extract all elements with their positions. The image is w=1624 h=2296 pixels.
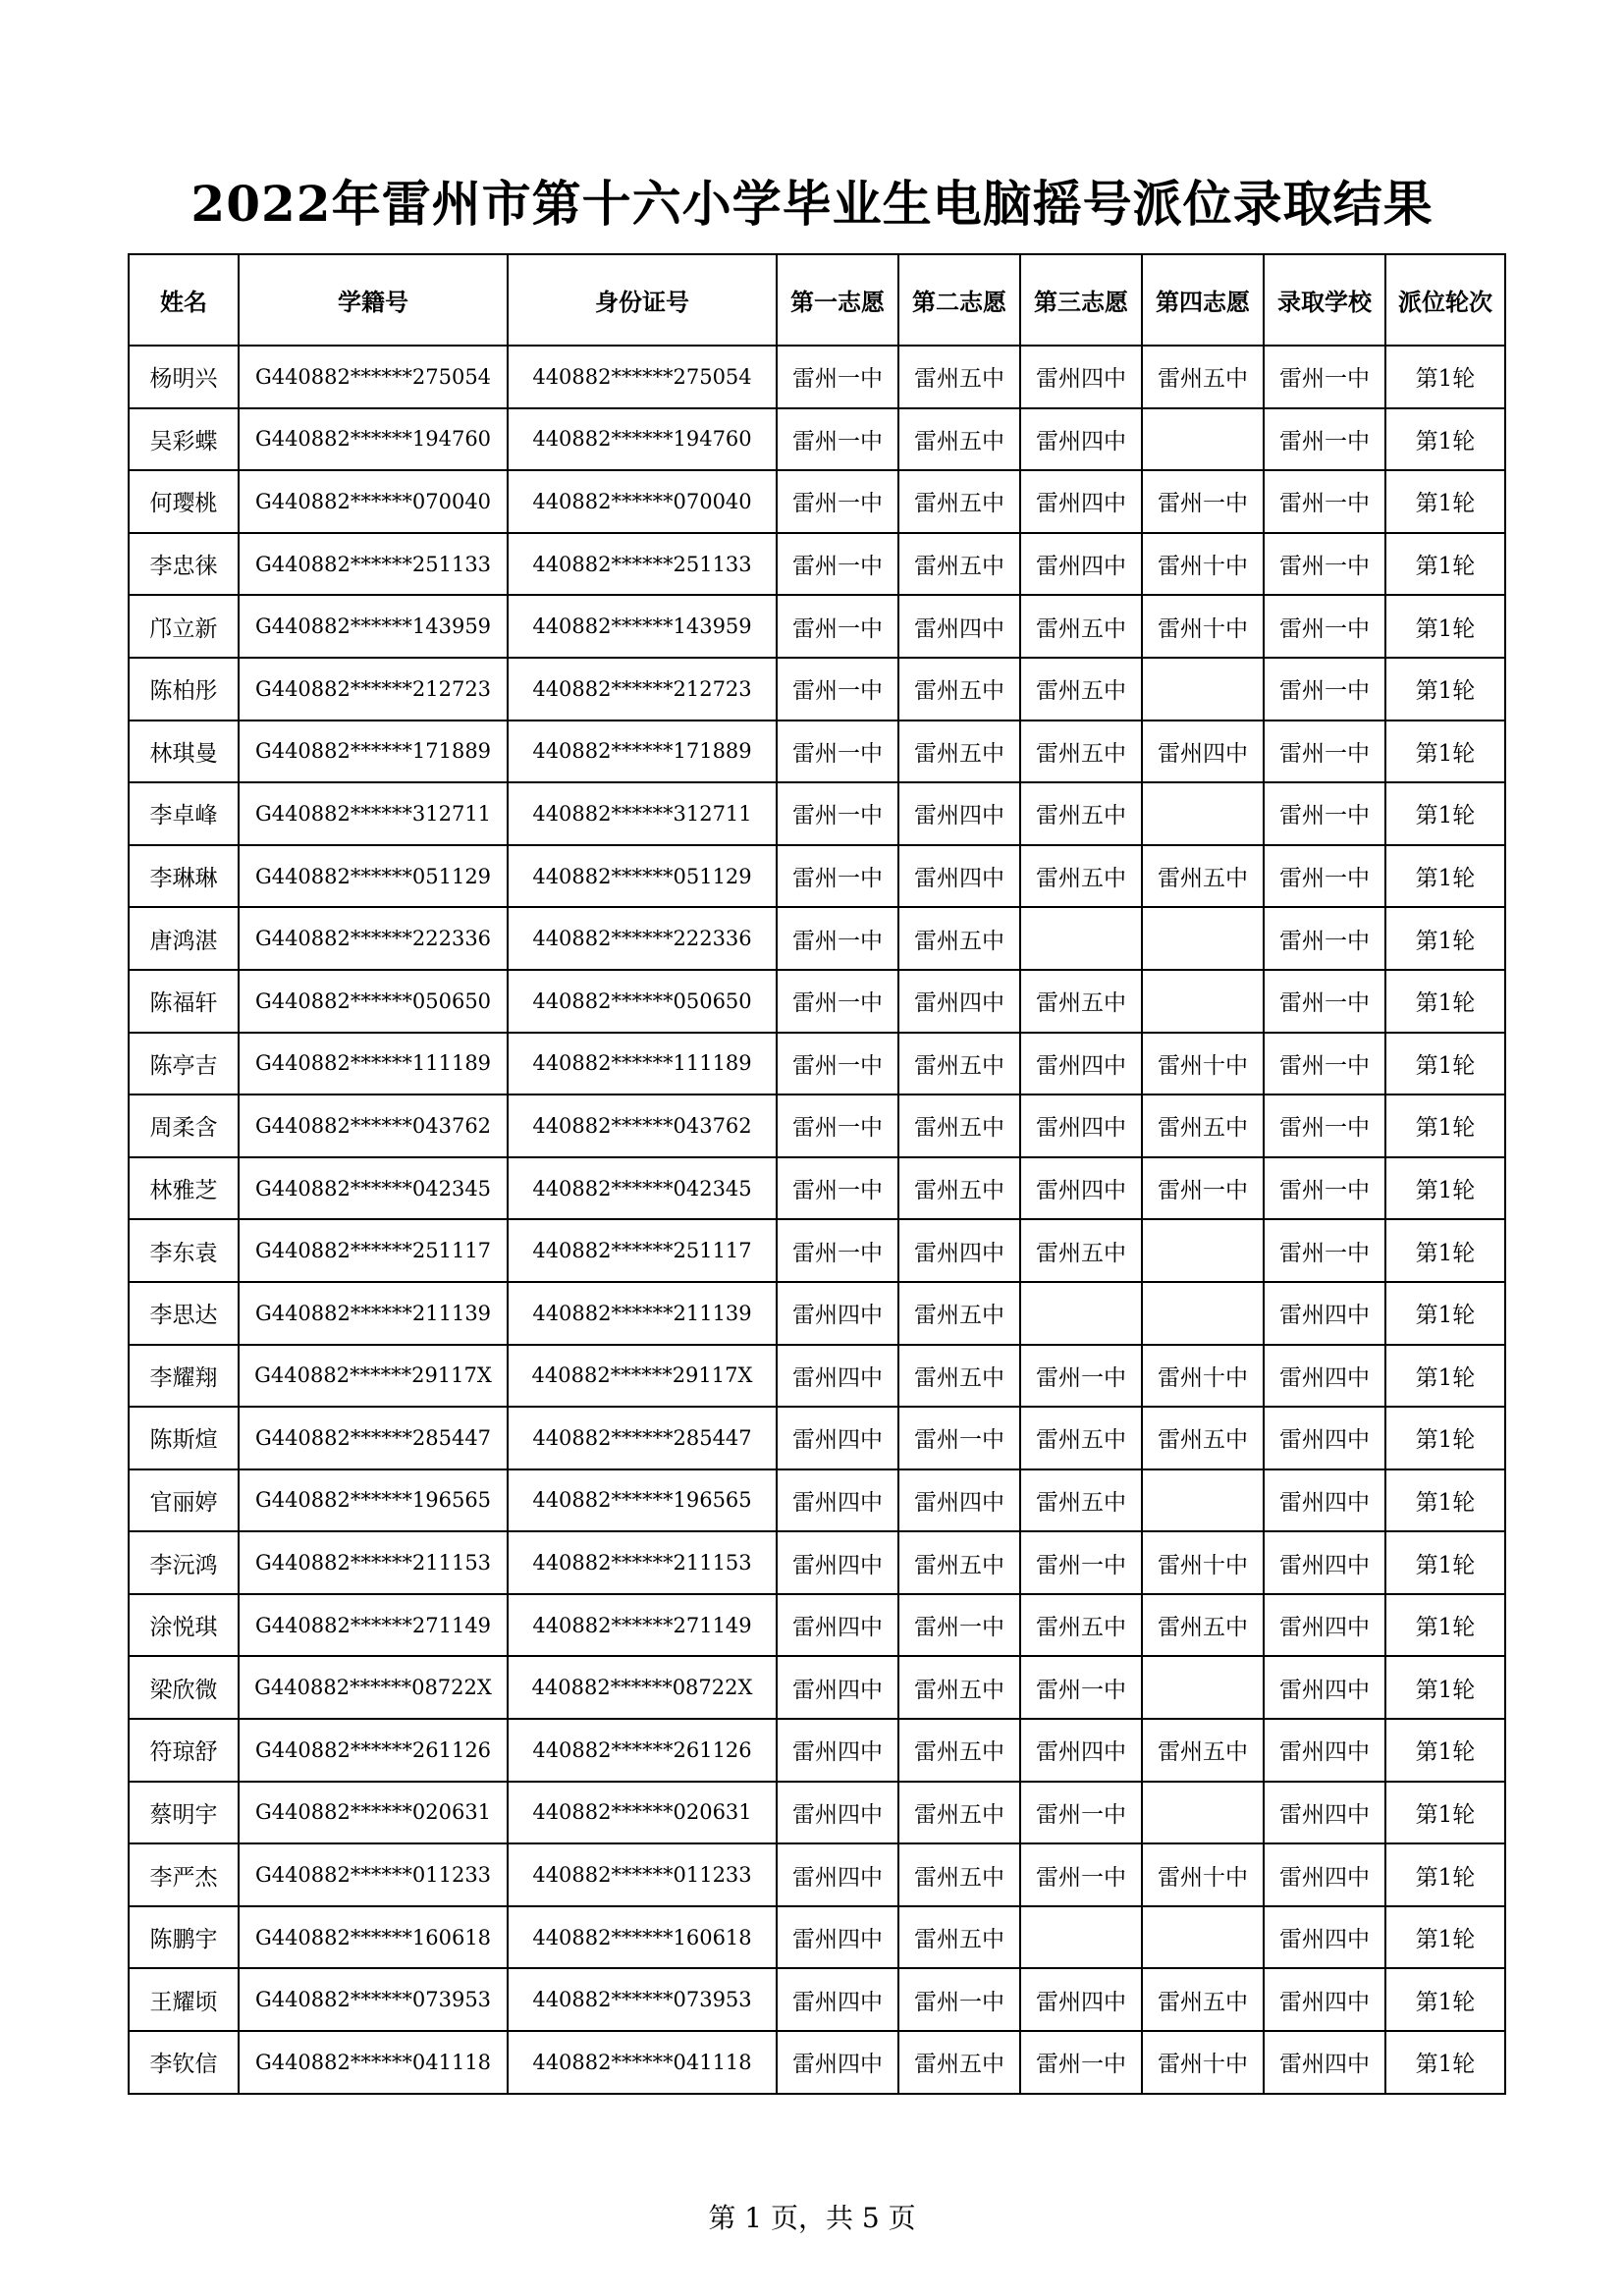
cell-admitted-school: 雷州四中 bbox=[1264, 1782, 1385, 1844]
cell-choice-1: 雷州一中 bbox=[777, 658, 898, 721]
cell-id-card: 440882******050650 bbox=[508, 970, 777, 1033]
cell-choice-2: 雷州五中 bbox=[898, 907, 1020, 970]
cell-name: 吴彩蝶 bbox=[129, 408, 239, 471]
cell-admitted-school: 雷州四中 bbox=[1264, 1656, 1385, 1719]
cell-name: 何璎桃 bbox=[129, 470, 239, 533]
cell-choice-3: 雷州五中 bbox=[1020, 970, 1142, 1033]
cell-name: 符琼舒 bbox=[129, 1719, 239, 1782]
cell-admitted-school: 雷州一中 bbox=[1264, 1033, 1385, 1095]
cell-choice-1: 雷州一中 bbox=[777, 533, 898, 596]
cell-student-id: G440882******020631 bbox=[239, 1782, 508, 1844]
cell-choice-3: 雷州四中 bbox=[1020, 1157, 1142, 1220]
cell-choice-2: 雷州四中 bbox=[898, 1219, 1020, 1282]
cell-student-id: G440882******073953 bbox=[239, 1968, 508, 2031]
cell-id-card: 440882******312711 bbox=[508, 782, 777, 845]
cell-choice-1: 雷州一中 bbox=[777, 721, 898, 783]
cell-choice-3: 雷州一中 bbox=[1020, 1531, 1142, 1594]
table-row bbox=[129, 1656, 1505, 1719]
table-row bbox=[129, 1968, 1505, 2031]
cell-choice-1: 雷州一中 bbox=[777, 845, 898, 908]
cell-choice-4 bbox=[1142, 970, 1264, 1033]
cell-choice-2: 雷州五中 bbox=[898, 346, 1020, 408]
cell-admitted-school: 雷州四中 bbox=[1264, 1407, 1385, 1469]
results-table-body bbox=[129, 346, 1505, 2094]
table-row bbox=[129, 595, 1505, 658]
cell-admitted-school: 雷州四中 bbox=[1264, 1906, 1385, 1969]
cell-choice-3: 雷州四中 bbox=[1020, 346, 1142, 408]
cell-choice-4: 雷州十中 bbox=[1142, 1345, 1264, 1408]
table-row bbox=[129, 907, 1505, 970]
cell-choice-2: 雷州一中 bbox=[898, 1407, 1020, 1469]
cell-choice-2: 雷州五中 bbox=[898, 1157, 1020, 1220]
cell-choice-1: 雷州四中 bbox=[777, 1782, 898, 1844]
cell-student-id: G440882******011233 bbox=[239, 1843, 508, 1906]
cell-choice-3: 雷州五中 bbox=[1020, 1407, 1142, 1469]
cell-admitted-school: 雷州四中 bbox=[1264, 1469, 1385, 1532]
cell-choice-3: 雷州一中 bbox=[1020, 1843, 1142, 1906]
cell-name: 李卓峰 bbox=[129, 782, 239, 845]
table-row bbox=[129, 408, 1505, 471]
cell-name: 陈福轩 bbox=[129, 970, 239, 1033]
cell-choice-4 bbox=[1142, 1219, 1264, 1282]
cell-choice-4: 雷州一中 bbox=[1142, 470, 1264, 533]
cell-choice-1: 雷州四中 bbox=[777, 1968, 898, 2031]
cell-round: 第1轮 bbox=[1385, 970, 1505, 1033]
table-row bbox=[129, 470, 1505, 533]
cell-student-id: G440882******051129 bbox=[239, 845, 508, 908]
cell-choice-3: 雷州五中 bbox=[1020, 1594, 1142, 1657]
cell-id-card: 440882******111189 bbox=[508, 1033, 777, 1095]
cell-choice-3: 雷州一中 bbox=[1020, 1782, 1142, 1844]
cell-choice-3: 雷州四中 bbox=[1020, 533, 1142, 596]
cell-student-id: G440882******111189 bbox=[239, 1033, 508, 1095]
column-header-admitted-school: 录取学校 bbox=[1264, 254, 1385, 346]
results-table bbox=[128, 253, 1506, 2095]
cell-name: 梁欣微 bbox=[129, 1656, 239, 1719]
cell-choice-4: 雷州十中 bbox=[1142, 533, 1264, 596]
column-header-choice-4: 第四志愿 bbox=[1142, 254, 1264, 346]
column-header-choice-2: 第二志愿 bbox=[898, 254, 1020, 346]
cell-round: 第1轮 bbox=[1385, 721, 1505, 783]
cell-round: 第1轮 bbox=[1385, 1095, 1505, 1157]
cell-choice-2: 雷州五中 bbox=[898, 1656, 1020, 1719]
cell-choice-4: 雷州五中 bbox=[1142, 1719, 1264, 1782]
cell-student-id: G440882******194760 bbox=[239, 408, 508, 471]
cell-choice-3: 雷州四中 bbox=[1020, 408, 1142, 471]
cell-round: 第1轮 bbox=[1385, 1594, 1505, 1657]
cell-admitted-school: 雷州一中 bbox=[1264, 1095, 1385, 1157]
table-row bbox=[129, 533, 1505, 596]
cell-name: 陈鹏宇 bbox=[129, 1906, 239, 1969]
cell-choice-4: 雷州五中 bbox=[1142, 845, 1264, 908]
cell-choice-4: 雷州十中 bbox=[1142, 2031, 1264, 2094]
cell-round: 第1轮 bbox=[1385, 408, 1505, 471]
cell-student-id: G440882******211139 bbox=[239, 1282, 508, 1345]
cell-name: 蔡明宇 bbox=[129, 1782, 239, 1844]
cell-id-card: 440882******041118 bbox=[508, 2031, 777, 2094]
cell-round: 第1轮 bbox=[1385, 782, 1505, 845]
table-row bbox=[129, 1719, 1505, 1782]
cell-round: 第1轮 bbox=[1385, 595, 1505, 658]
cell-id-card: 440882******171889 bbox=[508, 721, 777, 783]
cell-round: 第1轮 bbox=[1385, 1407, 1505, 1469]
cell-student-id: G440882******251133 bbox=[239, 533, 508, 596]
cell-student-id: G440882******143959 bbox=[239, 595, 508, 658]
cell-admitted-school: 雷州一中 bbox=[1264, 346, 1385, 408]
table-row bbox=[129, 2031, 1505, 2094]
cell-admitted-school: 雷州四中 bbox=[1264, 1531, 1385, 1594]
cell-choice-2: 雷州五中 bbox=[898, 658, 1020, 721]
column-header-id-card: 身份证号 bbox=[508, 254, 777, 346]
cell-student-id: G440882******312711 bbox=[239, 782, 508, 845]
cell-admitted-school: 雷州一中 bbox=[1264, 970, 1385, 1033]
cell-id-card: 440882******194760 bbox=[508, 408, 777, 471]
cell-choice-2: 雷州一中 bbox=[898, 1968, 1020, 2031]
cell-admitted-school: 雷州四中 bbox=[1264, 1345, 1385, 1408]
cell-round: 第1轮 bbox=[1385, 470, 1505, 533]
cell-choice-3: 雷州一中 bbox=[1020, 2031, 1142, 2094]
cell-student-id: G440882******171889 bbox=[239, 721, 508, 783]
cell-round: 第1轮 bbox=[1385, 658, 1505, 721]
cell-choice-2: 雷州五中 bbox=[898, 1719, 1020, 1782]
table-row bbox=[129, 1407, 1505, 1469]
cell-choice-3 bbox=[1020, 907, 1142, 970]
cell-id-card: 440882******271149 bbox=[508, 1594, 777, 1657]
cell-round: 第1轮 bbox=[1385, 1033, 1505, 1095]
cell-choice-4 bbox=[1142, 408, 1264, 471]
cell-admitted-school: 雷州一中 bbox=[1264, 658, 1385, 721]
cell-choice-2: 雷州五中 bbox=[898, 470, 1020, 533]
cell-choice-2: 雷州五中 bbox=[898, 1282, 1020, 1345]
cell-id-card: 440882******275054 bbox=[508, 346, 777, 408]
cell-admitted-school: 雷州一中 bbox=[1264, 845, 1385, 908]
cell-choice-3: 雷州五中 bbox=[1020, 658, 1142, 721]
cell-admitted-school: 雷州一中 bbox=[1264, 595, 1385, 658]
cell-id-card: 440882******222336 bbox=[508, 907, 777, 970]
cell-admitted-school: 雷州四中 bbox=[1264, 1594, 1385, 1657]
cell-student-id: G440882******271149 bbox=[239, 1594, 508, 1657]
page-footer: 第 1 页，共 5 页 bbox=[708, 2202, 916, 2234]
cell-choice-1: 雷州一中 bbox=[777, 907, 898, 970]
table-row bbox=[129, 1157, 1505, 1220]
cell-choice-2: 雷州一中 bbox=[898, 1594, 1020, 1657]
cell-choice-4: 雷州五中 bbox=[1142, 1968, 1264, 2031]
cell-choice-4 bbox=[1142, 1656, 1264, 1719]
cell-choice-2: 雷州五中 bbox=[898, 1782, 1020, 1844]
table-row bbox=[129, 845, 1505, 908]
cell-choice-4 bbox=[1142, 1282, 1264, 1345]
cell-name: 林琪曼 bbox=[129, 721, 239, 783]
cell-round: 第1轮 bbox=[1385, 1219, 1505, 1282]
cell-student-id: G440882******041118 bbox=[239, 2031, 508, 2094]
cell-name: 李忠徕 bbox=[129, 533, 239, 596]
cell-choice-3: 雷州五中 bbox=[1020, 595, 1142, 658]
cell-round: 第1轮 bbox=[1385, 2031, 1505, 2094]
cell-choice-2: 雷州五中 bbox=[898, 1906, 1020, 1969]
cell-choice-2: 雷州四中 bbox=[898, 1469, 1020, 1532]
cell-name: 王耀顷 bbox=[129, 1968, 239, 2031]
cell-round: 第1轮 bbox=[1385, 1531, 1505, 1594]
cell-choice-4 bbox=[1142, 1782, 1264, 1844]
cell-id-card: 440882******29117X bbox=[508, 1345, 777, 1408]
table-row bbox=[129, 1345, 1505, 1408]
cell-admitted-school: 雷州四中 bbox=[1264, 1843, 1385, 1906]
cell-student-id: G440882******211153 bbox=[239, 1531, 508, 1594]
cell-name: 李钦信 bbox=[129, 2031, 239, 2094]
column-header-choice-1: 第一志愿 bbox=[777, 254, 898, 346]
cell-choice-1: 雷州四中 bbox=[777, 1531, 898, 1594]
cell-choice-4 bbox=[1142, 1469, 1264, 1532]
table-row bbox=[129, 1843, 1505, 1906]
cell-student-id: G440882******196565 bbox=[239, 1469, 508, 1532]
cell-round: 第1轮 bbox=[1385, 1843, 1505, 1906]
table-row bbox=[129, 721, 1505, 783]
cell-choice-1: 雷州一中 bbox=[777, 595, 898, 658]
cell-name: 李耀翔 bbox=[129, 1345, 239, 1408]
table-row bbox=[129, 1219, 1505, 1282]
cell-id-card: 440882******212723 bbox=[508, 658, 777, 721]
table-row bbox=[129, 1782, 1505, 1844]
cell-round: 第1轮 bbox=[1385, 1906, 1505, 1969]
cell-round: 第1轮 bbox=[1385, 1282, 1505, 1345]
cell-name: 陈柏彤 bbox=[129, 658, 239, 721]
cell-choice-3 bbox=[1020, 1282, 1142, 1345]
cell-choice-1: 雷州四中 bbox=[777, 1345, 898, 1408]
cell-student-id: G440882******212723 bbox=[239, 658, 508, 721]
cell-student-id: G440882******285447 bbox=[239, 1407, 508, 1469]
cell-id-card: 440882******08722X bbox=[508, 1656, 777, 1719]
cell-id-card: 440882******251133 bbox=[508, 533, 777, 596]
cell-choice-1: 雷州四中 bbox=[777, 1656, 898, 1719]
cell-admitted-school: 雷州一中 bbox=[1264, 782, 1385, 845]
cell-choice-1: 雷州一中 bbox=[777, 782, 898, 845]
cell-student-id: G440882******050650 bbox=[239, 970, 508, 1033]
cell-choice-4: 雷州十中 bbox=[1142, 595, 1264, 658]
cell-choice-1: 雷州四中 bbox=[777, 1282, 898, 1345]
cell-student-id: G440882******160618 bbox=[239, 1906, 508, 1969]
cell-admitted-school: 雷州四中 bbox=[1264, 1719, 1385, 1782]
cell-choice-4: 雷州五中 bbox=[1142, 1095, 1264, 1157]
cell-choice-2: 雷州五中 bbox=[898, 2031, 1020, 2094]
cell-round: 第1轮 bbox=[1385, 533, 1505, 596]
cell-name: 邝立新 bbox=[129, 595, 239, 658]
cell-id-card: 440882******160618 bbox=[508, 1906, 777, 1969]
cell-choice-3: 雷州一中 bbox=[1020, 1345, 1142, 1408]
cell-choice-2: 雷州五中 bbox=[898, 408, 1020, 471]
cell-student-id: G440882******070040 bbox=[239, 470, 508, 533]
cell-choice-1: 雷州四中 bbox=[777, 1719, 898, 1782]
cell-choice-3: 雷州五中 bbox=[1020, 1219, 1142, 1282]
cell-name: 唐鸿湛 bbox=[129, 907, 239, 970]
cell-admitted-school: 雷州四中 bbox=[1264, 2031, 1385, 2094]
column-header-student-id: 学籍号 bbox=[239, 254, 508, 346]
table-row bbox=[129, 1594, 1505, 1657]
cell-choice-4 bbox=[1142, 907, 1264, 970]
cell-choice-2: 雷州五中 bbox=[898, 1033, 1020, 1095]
cell-id-card: 440882******261126 bbox=[508, 1719, 777, 1782]
cell-choice-4: 雷州五中 bbox=[1142, 1407, 1264, 1469]
cell-name: 官丽婷 bbox=[129, 1469, 239, 1532]
cell-student-id: G440882******275054 bbox=[239, 346, 508, 408]
cell-choice-4: 雷州十中 bbox=[1142, 1531, 1264, 1594]
cell-choice-3: 雷州五中 bbox=[1020, 845, 1142, 908]
cell-id-card: 440882******042345 bbox=[508, 1157, 777, 1220]
cell-choice-2: 雷州五中 bbox=[898, 1345, 1020, 1408]
cell-admitted-school: 雷州一中 bbox=[1264, 470, 1385, 533]
cell-choice-1: 雷州一中 bbox=[777, 1157, 898, 1220]
cell-choice-2: 雷州五中 bbox=[898, 533, 1020, 596]
cell-choice-1: 雷州四中 bbox=[777, 1407, 898, 1469]
cell-choice-1: 雷州一中 bbox=[777, 1095, 898, 1157]
cell-choice-4 bbox=[1142, 658, 1264, 721]
cell-choice-4: 雷州五中 bbox=[1142, 1594, 1264, 1657]
table-row bbox=[129, 970, 1505, 1033]
cell-round: 第1轮 bbox=[1385, 1157, 1505, 1220]
cell-choice-1: 雷州一中 bbox=[777, 970, 898, 1033]
cell-choice-1: 雷州四中 bbox=[777, 2031, 898, 2094]
column-header-name: 姓名 bbox=[129, 254, 239, 346]
column-header-choice-3: 第三志愿 bbox=[1020, 254, 1142, 346]
cell-admitted-school: 雷州四中 bbox=[1264, 1968, 1385, 2031]
cell-id-card: 440882******285447 bbox=[508, 1407, 777, 1469]
cell-name: 李思达 bbox=[129, 1282, 239, 1345]
cell-id-card: 440882******051129 bbox=[508, 845, 777, 908]
cell-name: 周柔含 bbox=[129, 1095, 239, 1157]
cell-choice-1: 雷州一中 bbox=[777, 1033, 898, 1095]
cell-choice-2: 雷州四中 bbox=[898, 595, 1020, 658]
cell-choice-2: 雷州五中 bbox=[898, 1531, 1020, 1594]
cell-id-card: 440882******211153 bbox=[508, 1531, 777, 1594]
cell-choice-4: 雷州十中 bbox=[1142, 1843, 1264, 1906]
cell-choice-3: 雷州五中 bbox=[1020, 1469, 1142, 1532]
column-header-round: 派位轮次 bbox=[1385, 254, 1505, 346]
table-row bbox=[129, 782, 1505, 845]
cell-round: 第1轮 bbox=[1385, 845, 1505, 908]
cell-id-card: 440882******143959 bbox=[508, 595, 777, 658]
cell-round: 第1轮 bbox=[1385, 907, 1505, 970]
cell-name: 涂悦琪 bbox=[129, 1594, 239, 1657]
table-row bbox=[129, 1906, 1505, 1969]
cell-name: 李严杰 bbox=[129, 1843, 239, 1906]
cell-admitted-school: 雷州一中 bbox=[1264, 907, 1385, 970]
cell-id-card: 440882******211139 bbox=[508, 1282, 777, 1345]
cell-id-card: 440882******011233 bbox=[508, 1843, 777, 1906]
cell-choice-4: 雷州一中 bbox=[1142, 1157, 1264, 1220]
cell-choice-3: 雷州四中 bbox=[1020, 1719, 1142, 1782]
table-row bbox=[129, 1095, 1505, 1157]
cell-admitted-school: 雷州四中 bbox=[1264, 1282, 1385, 1345]
cell-choice-1: 雷州四中 bbox=[777, 1906, 898, 1969]
cell-choice-1: 雷州一中 bbox=[777, 346, 898, 408]
table-row bbox=[129, 1531, 1505, 1594]
cell-choice-4: 雷州四中 bbox=[1142, 721, 1264, 783]
cell-name: 李琳琳 bbox=[129, 845, 239, 908]
cell-choice-1: 雷州四中 bbox=[777, 1469, 898, 1532]
cell-student-id: G440882******043762 bbox=[239, 1095, 508, 1157]
cell-round: 第1轮 bbox=[1385, 1469, 1505, 1532]
cell-name: 杨明兴 bbox=[129, 346, 239, 408]
cell-name: 陈亭吉 bbox=[129, 1033, 239, 1095]
cell-choice-4 bbox=[1142, 782, 1264, 845]
cell-id-card: 440882******073953 bbox=[508, 1968, 777, 2031]
table-row bbox=[129, 1469, 1505, 1532]
cell-choice-3: 雷州四中 bbox=[1020, 1033, 1142, 1095]
cell-admitted-school: 雷州一中 bbox=[1264, 721, 1385, 783]
table-row bbox=[129, 346, 1505, 408]
cell-choice-3: 雷州四中 bbox=[1020, 1095, 1142, 1157]
cell-id-card: 440882******251117 bbox=[508, 1219, 777, 1282]
cell-admitted-school: 雷州一中 bbox=[1264, 533, 1385, 596]
cell-round: 第1轮 bbox=[1385, 1656, 1505, 1719]
cell-choice-1: 雷州一中 bbox=[777, 470, 898, 533]
cell-choice-3: 雷州四中 bbox=[1020, 1968, 1142, 2031]
cell-choice-1: 雷州四中 bbox=[777, 1594, 898, 1657]
cell-admitted-school: 雷州一中 bbox=[1264, 408, 1385, 471]
cell-student-id: G440882******042345 bbox=[239, 1157, 508, 1220]
cell-student-id: G440882******08722X bbox=[239, 1656, 508, 1719]
table-row bbox=[129, 1282, 1505, 1345]
cell-choice-4: 雷州十中 bbox=[1142, 1033, 1264, 1095]
cell-id-card: 440882******196565 bbox=[508, 1469, 777, 1532]
cell-choice-3: 雷州四中 bbox=[1020, 470, 1142, 533]
cell-choice-2: 雷州四中 bbox=[898, 845, 1020, 908]
cell-id-card: 440882******043762 bbox=[508, 1095, 777, 1157]
cell-round: 第1轮 bbox=[1385, 1968, 1505, 2031]
cell-round: 第1轮 bbox=[1385, 1719, 1505, 1782]
table-row bbox=[129, 1033, 1505, 1095]
cell-choice-1: 雷州一中 bbox=[777, 408, 898, 471]
cell-id-card: 440882******020631 bbox=[508, 1782, 777, 1844]
cell-choice-3: 雷州一中 bbox=[1020, 1656, 1142, 1719]
cell-choice-3 bbox=[1020, 1906, 1142, 1969]
cell-choice-3: 雷州五中 bbox=[1020, 721, 1142, 783]
cell-choice-2: 雷州五中 bbox=[898, 1843, 1020, 1906]
cell-choice-2: 雷州四中 bbox=[898, 970, 1020, 1033]
cell-admitted-school: 雷州一中 bbox=[1264, 1157, 1385, 1220]
cell-student-id: G440882******251117 bbox=[239, 1219, 508, 1282]
cell-name: 林雅芝 bbox=[129, 1157, 239, 1220]
cell-choice-4: 雷州五中 bbox=[1142, 346, 1264, 408]
cell-name: 陈斯煊 bbox=[129, 1407, 239, 1469]
cell-choice-3: 雷州五中 bbox=[1020, 782, 1142, 845]
cell-choice-2: 雷州五中 bbox=[898, 721, 1020, 783]
cell-round: 第1轮 bbox=[1385, 1345, 1505, 1408]
cell-id-card: 440882******070040 bbox=[508, 470, 777, 533]
cell-choice-1: 雷州四中 bbox=[777, 1843, 898, 1906]
cell-choice-4 bbox=[1142, 1906, 1264, 1969]
cell-round: 第1轮 bbox=[1385, 1782, 1505, 1844]
cell-round: 第1轮 bbox=[1385, 346, 1505, 408]
cell-choice-2: 雷州五中 bbox=[898, 1095, 1020, 1157]
table-row bbox=[129, 658, 1505, 721]
cell-admitted-school: 雷州一中 bbox=[1264, 1219, 1385, 1282]
cell-choice-1: 雷州一中 bbox=[777, 1219, 898, 1282]
cell-name: 李东袁 bbox=[129, 1219, 239, 1282]
cell-choice-2: 雷州四中 bbox=[898, 782, 1020, 845]
table-header-row bbox=[129, 254, 1505, 346]
cell-student-id: G440882******29117X bbox=[239, 1345, 508, 1408]
page-title: 2022年雷州市第十六小学毕业生电脑摇号派位录取结果 bbox=[190, 175, 1434, 233]
cell-student-id: G440882******261126 bbox=[239, 1719, 508, 1782]
cell-student-id: G440882******222336 bbox=[239, 907, 508, 970]
cell-name: 李沅鸿 bbox=[129, 1531, 239, 1594]
